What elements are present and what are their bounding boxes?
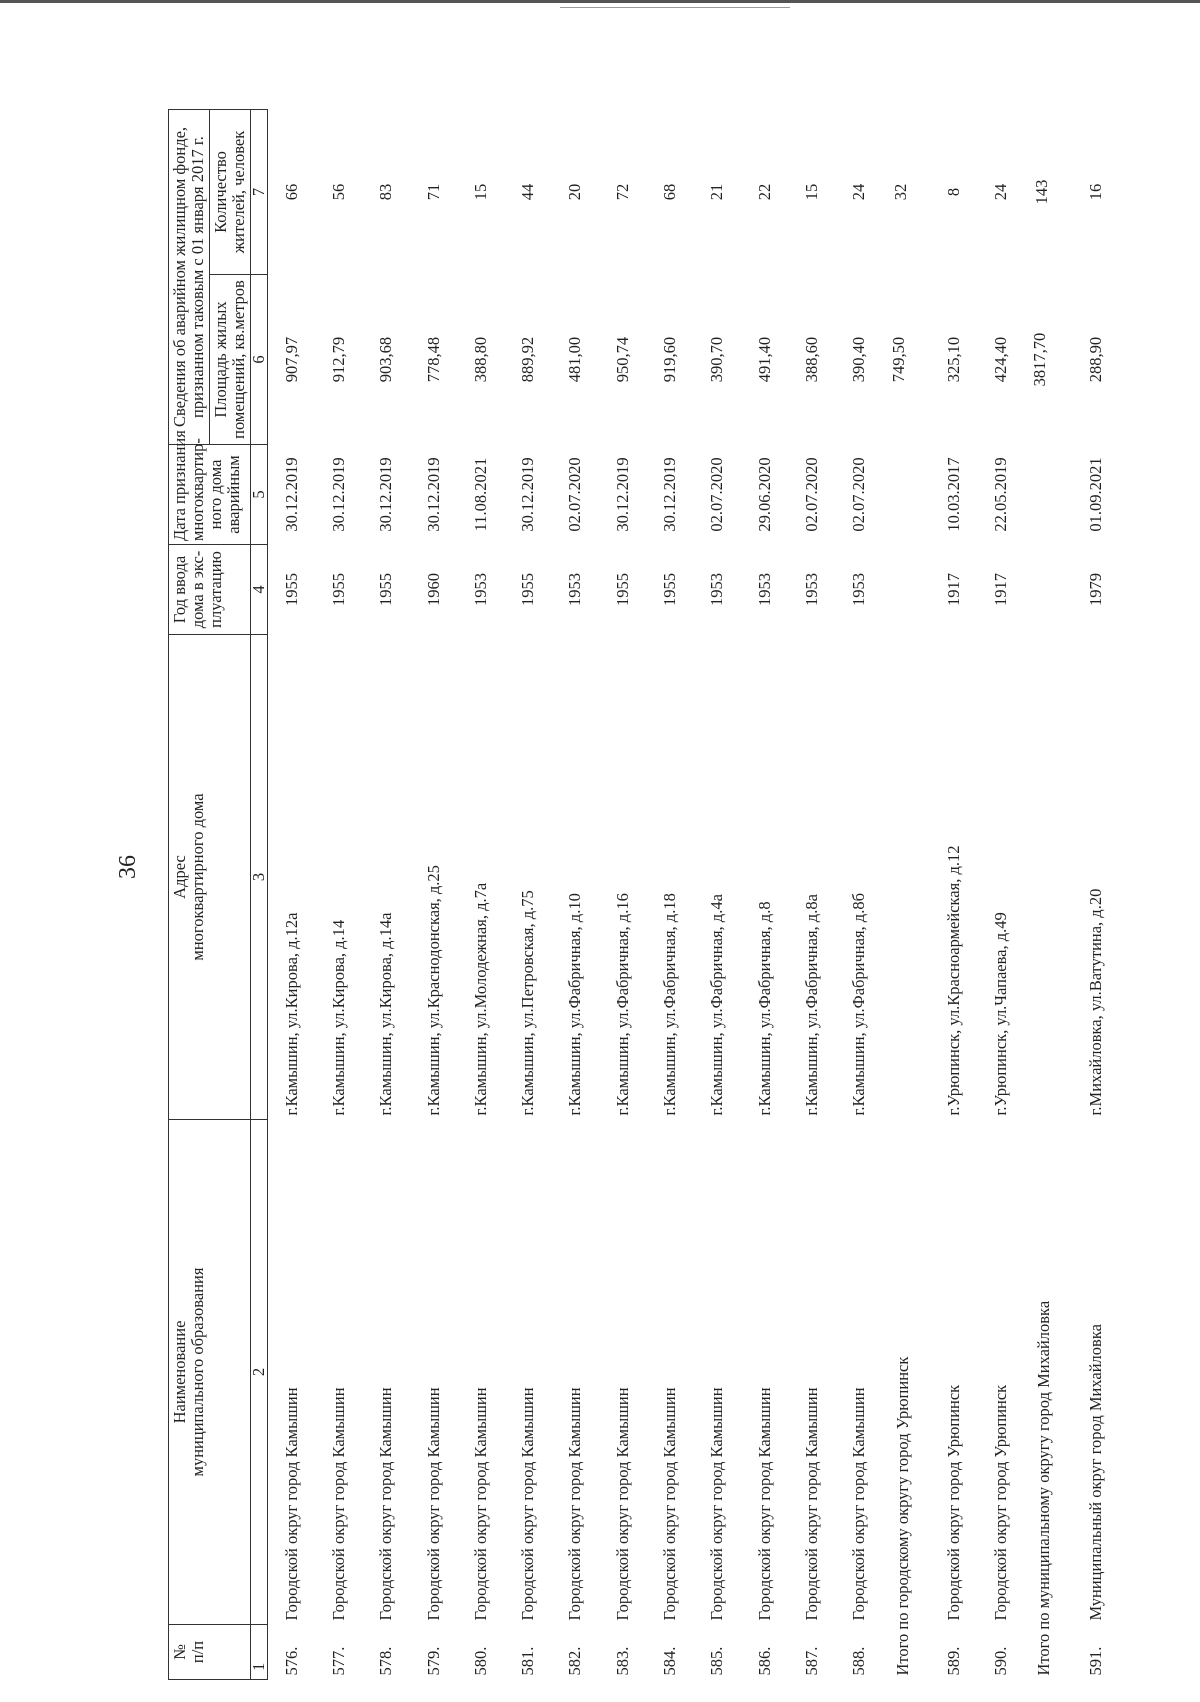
table-row <box>930 109 977 1679</box>
cell-year: 1953 <box>754 573 774 606</box>
cell-address <box>1025 635 1072 1120</box>
cell-area: 288,90 <box>1085 336 1105 383</box>
cell-total-label <box>1025 1120 1072 1676</box>
cell-address: г.Камышин, ул.Краснодонская, д.25 <box>423 865 443 1116</box>
cell-date: 02.07.2020 <box>565 457 585 532</box>
column-number: 5 <box>251 445 268 545</box>
page-number: 36 <box>115 855 141 879</box>
cell-people: 56 <box>328 183 348 201</box>
column-number: 1 <box>251 1625 268 1680</box>
header-line: Дата признания <box>170 430 189 541</box>
cell-date: 30.12.2019 <box>423 457 443 532</box>
cell-people <box>883 109 930 274</box>
cell-area: 903,68 <box>376 336 396 383</box>
header-line: Количество <box>211 151 230 233</box>
cell-num: 576. <box>281 1646 301 1676</box>
header-line: Адрес <box>170 855 189 899</box>
header-address <box>169 635 251 1120</box>
header-line: помещений, кв.метров <box>229 280 248 439</box>
cell-people: 68 <box>660 183 680 201</box>
header-line: многоквартир- <box>188 438 207 541</box>
cell-area: 390,40 <box>849 336 869 383</box>
cell-municipality: Городской округ город Камышин <box>376 1387 396 1621</box>
cell-municipality: Городской округ город Урюпинск <box>991 1384 1011 1621</box>
cell-area-text: 3817,70 <box>1030 332 1050 387</box>
cell-people: 71 <box>423 183 443 201</box>
cell-area: 950,74 <box>612 336 632 383</box>
cell-num: 579. <box>423 1646 443 1676</box>
header-line: № <box>170 1644 189 1660</box>
header-line: дома в экс- <box>188 550 207 629</box>
header-year <box>169 545 251 635</box>
cell-num: 591. <box>1085 1646 1105 1676</box>
cell-people: 66 <box>281 183 301 201</box>
cell-people: 16 <box>1085 183 1105 201</box>
cell-area: 390,70 <box>707 336 727 383</box>
cell-address: г.Камышин, ул.Фабричная, д.16 <box>612 893 632 1116</box>
cell-area: 481,00 <box>565 336 585 383</box>
header-line: Год ввода <box>170 555 189 624</box>
header-line: многоквартирного дома <box>188 793 207 961</box>
header-line: аварийным <box>224 455 243 534</box>
cell-area: 388,80 <box>470 336 490 383</box>
cell-date: 02.07.2020 <box>801 457 821 532</box>
cell-municipality: Городской округ город Урюпинск <box>943 1384 963 1621</box>
cell-num: 589. <box>943 1646 963 1676</box>
cell-area: 889,92 <box>518 336 538 383</box>
header-municipality <box>169 1120 251 1625</box>
cell-people: 44 <box>518 183 538 201</box>
cell-people: 24 <box>849 183 869 201</box>
cell-num: 580. <box>470 1646 490 1676</box>
cell-people: 15 <box>470 183 490 201</box>
cell-area: 912,79 <box>328 336 348 383</box>
column-number: 7 <box>251 109 268 274</box>
column-number: 3 <box>251 635 268 1120</box>
cell-municipality: Муниципальный округ город Михайловка <box>1085 1324 1105 1621</box>
cell-address <box>883 635 930 1120</box>
table-row <box>977 109 1024 1679</box>
scan-edge <box>0 0 1200 3</box>
header-line: Площадь жилых <box>211 301 230 418</box>
cell-municipality: Городской округ город Камышин <box>754 1387 774 1621</box>
cell-year: 1917 <box>943 573 963 606</box>
table-row <box>741 109 788 1679</box>
cell-people-text: 143 <box>1032 179 1052 205</box>
cell-address: г.Камышин, ул.Фабричная, д.8б <box>849 893 869 1116</box>
cell-area: 325,10 <box>943 336 963 383</box>
cell-people: 24 <box>991 183 1011 201</box>
table-body <box>268 109 1120 1679</box>
cell-date: 30.12.2019 <box>328 457 348 532</box>
cell-people: 83 <box>376 183 396 201</box>
cell-address: г.Камышин, ул.Кирова, д.12а <box>281 912 301 1116</box>
cell-date: 30.12.2019 <box>376 457 396 532</box>
cell-date: 02.07.2020 <box>707 457 727 532</box>
header-people <box>210 109 251 274</box>
header-group <box>169 109 210 444</box>
cell-area: 424,40 <box>991 336 1011 383</box>
cell-address: г.Урюпинск, ул.Чапаева, д.49 <box>991 912 1011 1116</box>
cell-address: г.Камышин, ул.Кирова, д.14а <box>376 912 396 1116</box>
cell-area: 388,60 <box>801 336 821 383</box>
cell-date: 30.12.2019 <box>281 457 301 532</box>
header-area <box>210 275 251 445</box>
cell-year: 1953 <box>801 573 821 606</box>
cell-year: 1953 <box>470 573 490 606</box>
table-header <box>169 109 268 1679</box>
cell-date: 01.09.2021 <box>1085 457 1105 532</box>
table-total-row <box>1025 109 1072 1679</box>
header-line: Сведения об аварийном жилищном фонде, <box>170 126 189 428</box>
cell-date <box>1025 445 1072 545</box>
cell-address: г.Камышин, ул.Фабричная, д.8а <box>801 894 821 1116</box>
cell-municipality: Городской округ город Камышин <box>328 1387 348 1621</box>
cell-year: 1953 <box>849 573 869 606</box>
cell-num: 586. <box>754 1646 774 1676</box>
cell-people-text: 32 <box>890 183 910 201</box>
cell-year: 1955 <box>376 573 396 606</box>
cell-area <box>1025 275 1072 445</box>
cell-year: 1979 <box>1085 573 1105 606</box>
column-number: 2 <box>251 1120 268 1625</box>
cell-year <box>1025 545 1072 635</box>
cell-num: 582. <box>565 1646 585 1676</box>
cell-num: 583. <box>612 1646 632 1676</box>
cell-year: 1955 <box>660 573 680 606</box>
cell-year: 1917 <box>991 573 1011 606</box>
column-number: 4 <box>251 545 268 635</box>
cell-municipality: Городской округ город Камышин <box>612 1387 632 1621</box>
cell-municipality: Городской округ город Камышин <box>660 1387 680 1621</box>
cell-municipality: Городской округ город Камышин <box>470 1387 490 1621</box>
table-row <box>646 109 693 1679</box>
total-label-text: Итого по муниципальному округу город Михайловка <box>1034 1300 1054 1676</box>
table-row <box>788 109 835 1679</box>
cell-num: 577. <box>328 1646 348 1676</box>
cell-num: 581. <box>518 1646 538 1676</box>
header-line: п/п <box>188 1640 207 1664</box>
cell-address: г.Камышин, ул.Фабричная, д.18 <box>660 893 680 1116</box>
table-row <box>1072 109 1119 1679</box>
cell-area: 907,97 <box>281 336 301 383</box>
header-line: жителей, человек <box>229 130 248 254</box>
table-total-row <box>883 109 930 1679</box>
cell-date: 02.07.2020 <box>849 457 869 532</box>
cell-municipality: Городской округ город Камышин <box>518 1387 538 1621</box>
cell-date: 11.08.2021 <box>470 457 490 532</box>
cell-num: 588. <box>849 1646 869 1676</box>
cell-date: 10.03.2017 <box>943 457 963 532</box>
cell-total-label <box>883 1120 930 1676</box>
table-row <box>599 109 646 1679</box>
cell-municipality: Городской округ город Камышин <box>565 1387 585 1621</box>
total-label-text: Итого по городскому округу город Урюпинск <box>892 1356 912 1676</box>
cell-municipality: Городской округ город Камышин <box>849 1387 869 1621</box>
cell-people: 15 <box>801 183 821 201</box>
cell-municipality: Городской округ город Камышин <box>281 1387 301 1621</box>
cell-people: 20 <box>565 183 585 201</box>
cell-date: 29.06.2020 <box>754 457 774 532</box>
table-row <box>457 109 504 1679</box>
cell-people <box>1025 109 1072 274</box>
cell-year: 1953 <box>707 573 727 606</box>
table-row <box>836 109 883 1679</box>
table-row <box>694 109 741 1679</box>
cell-area <box>883 275 930 445</box>
cell-municipality: Городской округ город Камышин <box>801 1387 821 1621</box>
cell-year: 1960 <box>423 573 443 606</box>
rotated-table-sheet <box>168 110 1118 1680</box>
cell-year: 1955 <box>281 573 301 606</box>
cell-num: 578. <box>376 1646 396 1676</box>
cell-address: г.Михайловка, ул.Ватутина, д.20 <box>1085 888 1105 1116</box>
table-row <box>268 109 316 1679</box>
cell-year: 1955 <box>518 573 538 606</box>
cell-num: 587. <box>801 1646 821 1676</box>
cell-address: г.Камышин, ул.Фабричная, д.4а <box>707 894 727 1116</box>
cell-num: 590. <box>991 1646 1011 1676</box>
header-line: ного дома <box>206 459 225 530</box>
scan-edge-mark <box>560 7 790 8</box>
cell-address: г.Камышин, ул.Молодежная, д.7а <box>470 882 490 1116</box>
header-date <box>169 430 251 545</box>
table-row <box>504 109 551 1679</box>
cell-address: г.Урюпинск, ул.Красноармейская, д.12 <box>943 845 963 1116</box>
cell-municipality: Городской округ город Камышин <box>423 1387 443 1621</box>
table-row <box>315 109 362 1679</box>
cell-year: 1955 <box>328 573 348 606</box>
cell-area: 778,48 <box>423 336 443 383</box>
cell-date <box>883 445 930 545</box>
cell-date: 22.05.2019 <box>991 457 1011 532</box>
header-line: Наименование <box>170 1320 189 1424</box>
cell-date: 30.12.2019 <box>518 457 538 532</box>
cell-date: 30.12.2019 <box>612 457 632 532</box>
table-row <box>410 109 457 1679</box>
column-number: 6 <box>251 275 268 445</box>
table-row <box>363 109 410 1679</box>
cell-date: 30.12.2019 <box>660 457 680 532</box>
cell-area: 491,40 <box>754 336 774 383</box>
header-line: муниципального образования <box>188 1267 207 1477</box>
emergency-housing-table <box>168 109 1119 1680</box>
cell-area: 919,60 <box>660 336 680 383</box>
cell-area-text: 749,50 <box>888 336 908 383</box>
header-line: плуатацию <box>206 551 225 628</box>
cell-num: 584. <box>660 1646 680 1676</box>
cell-municipality: Городской округ город Камышин <box>707 1387 727 1621</box>
cell-people: 8 <box>943 187 963 197</box>
cell-year: 1953 <box>565 573 585 606</box>
cell-address: г.Камышин, ул.Петровская, д.75 <box>518 890 538 1116</box>
cell-people: 72 <box>612 183 632 201</box>
cell-address: г.Камышин, ул.Фабричная, д.8 <box>754 901 774 1116</box>
cell-year <box>883 545 930 635</box>
header-line: признанном таковым с 01 января 2017 г. <box>188 136 207 418</box>
table-row <box>552 109 599 1679</box>
cell-address: г.Камышин, ул.Фабричная, д.10 <box>565 893 585 1116</box>
cell-num: 585. <box>707 1646 727 1676</box>
cell-year: 1955 <box>612 573 632 606</box>
cell-people: 22 <box>754 183 774 201</box>
cell-people: 21 <box>707 183 727 201</box>
cell-address: г.Камышин, ул.Кирова, д.14 <box>328 919 348 1116</box>
header-num <box>169 1625 251 1680</box>
